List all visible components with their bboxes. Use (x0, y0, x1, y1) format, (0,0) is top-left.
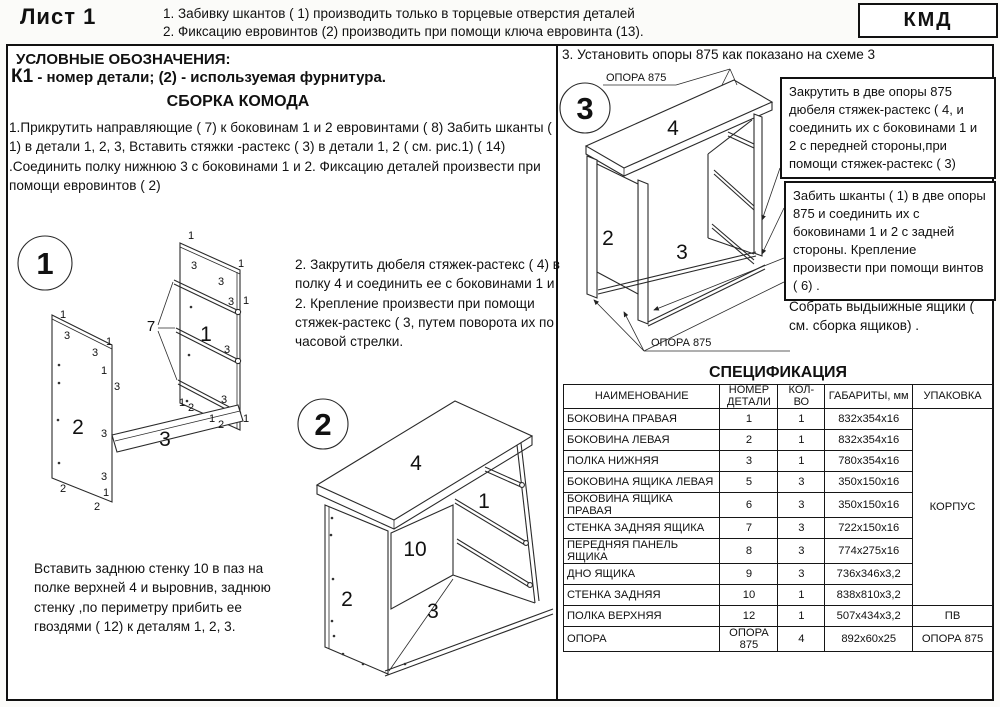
spec-cell: 832x354x16 (825, 430, 913, 451)
spec-header-cell: НАИМЕНОВАНИЕ (564, 385, 720, 409)
spec-cell: БОКОВИНА ЯЩИКА ПРАВАЯ (564, 493, 720, 518)
spec-table (563, 384, 993, 652)
legend-k1: К1 (11, 66, 34, 87)
back-panel-note: Вставить заднюю стенку 10 в паз на полке верхней 4 и выровнив, заднюю стенку ,по периметру прибить ее гвоздями ( 12) к деталям 1, 2, 3. (34, 561, 271, 634)
spec-cell: 4 (778, 627, 825, 652)
step1-text: 1.Прикрутить направляющие ( 7) к боковинам 1 и 2 евровинтами ( 8) Забить шканты ( 1) в детали 1, 2, 3, Вставить стяжки -растекс ( 3) в детали 1, 2 ( см. рис.1) ( 14) .Соединить полку нижнюю 3 с боковинами 1 и 2. Фиксацию деталей произвести при помощи евровинтов ( 2) (9, 120, 552, 193)
section-title: СБОРКА КОМОДА (166, 93, 310, 110)
diagram-number-label: 3 (100, 471, 108, 483)
diagram-number-label: 3 (676, 241, 688, 264)
spec-cell: 9 (720, 564, 778, 585)
spec-title: СПЕЦИФИКАЦИЯ (708, 364, 848, 381)
svg-text:ОПОРА 875: ОПОРА 875 (651, 337, 712, 349)
legend-text: - номер детали; (2) - используемая фурнитура. (33, 69, 386, 86)
spec-header-cell: НОМЕР ДЕТАЛИ (720, 385, 778, 409)
diagram-number-label: 2 (217, 419, 225, 431)
diagram-number-label: 1 (208, 413, 216, 425)
diagram-number-label: 3 (100, 428, 108, 440)
spec-cell: 722x150x16 (825, 518, 913, 539)
panel-4-top (317, 401, 532, 520)
spec-cell: СТЕНКА ЗАДНЯЯ (564, 585, 720, 606)
spec-header-row (564, 385, 993, 409)
diagram-number-label: 4 (410, 452, 422, 475)
spec-cell: БОКОВИНА ЛЕВАЯ (564, 430, 720, 451)
diagram-number-label: 2 (93, 501, 101, 513)
sheet-number: Лист 1 (20, 4, 97, 29)
legend-title: УСЛОВНЫЕ ОБОЗНАЧЕНИЯ: (16, 51, 231, 68)
spec-cell: 774x275x16 (825, 539, 913, 564)
spec-packaging-opora: ОПОРА 875 (913, 627, 993, 652)
diagram-number-label: 2 (602, 227, 614, 250)
diagram-number-label: 3 (217, 276, 225, 288)
diagram-number-label: 1 (478, 490, 490, 513)
diagram-number-label: 1 (242, 413, 250, 425)
diagram-number-label: 1 (178, 397, 186, 409)
spec-cell: 736x346x3,2 (825, 564, 913, 585)
spec-cell: 3 (778, 518, 825, 539)
diagram-number-label: 3 (220, 394, 228, 406)
header-note-2: 2. Фиксацию евровинтов (2) производить при помощи ключа евровинта (13). (163, 24, 644, 40)
diagram-number-label: 1 (187, 230, 195, 242)
table-row (564, 606, 993, 627)
spec-cell: ПОЛКА НИЖНЯЯ (564, 451, 720, 472)
diagram-number-label: 1 (200, 323, 212, 346)
callout-leader-lines (654, 168, 784, 310)
spec-cell: 892x60x25 (825, 627, 913, 652)
svg-text:ОПОРА 875: ОПОРА 875 (606, 72, 667, 84)
diagram-number-label: 10 (403, 538, 427, 561)
spec-cell: ОПОРА (564, 627, 720, 652)
spec-cell: 1 (778, 409, 825, 430)
table-row (564, 409, 993, 430)
spec-packaging-pv: ПВ (913, 606, 993, 627)
slide-callout-lines (158, 282, 177, 380)
callout-back-fixing: Забить шканты ( 1) в две опоры 875 и соединить их с боковинами 1 и 2 с задней стороны. Крепление произвести при помощи винтов ( 6) . (784, 181, 996, 301)
diagram-number-label: 7 (146, 318, 156, 335)
diagram-number-label: 3 (63, 330, 71, 342)
step3-text: 3. Установить опоры 875 как показано на схеме 3 (562, 47, 876, 62)
spec-cell: ПЕРЕДНЯЯ ПАНЕЛЬ ЯЩИКА (564, 539, 720, 564)
diagram-number-label: 3 (427, 600, 439, 623)
spec-cell: ДНО ЯЩИКА (564, 564, 720, 585)
spec-cell: 1 (778, 585, 825, 606)
drawer-slides (712, 132, 754, 264)
spec-cell: 3 (720, 451, 778, 472)
spec-cell: 3 (778, 539, 825, 564)
spec-cell: БОКОВИНА ЯЩИКА ЛЕВАЯ (564, 472, 720, 493)
diagram-number-label: 2 (187, 402, 195, 414)
spec-cell: 3 (778, 472, 825, 493)
diagram-number-label: 3 (113, 381, 121, 393)
spec-cell: 350x150x16 (825, 493, 913, 518)
diagram-number-label: 1 (242, 295, 250, 307)
legend-line (11, 66, 386, 88)
spec-cell: 5 (720, 472, 778, 493)
panel-2-left-side (325, 505, 388, 674)
spec-cell: 350x150x16 (825, 472, 913, 493)
drawers-note: Собрать выдыижные ящики ( см. сборка ящиков) . (789, 299, 975, 334)
step2-text: 2. Закрутить дюбеля стяжек-растекс ( 4) в полку 4 и соединить ее с боковинами 1 и 2. Крепление произвести при помощи стяжек-растекс ( 3, путем поворота их по часовой стрелки. (295, 257, 561, 350)
diagram-number-label: 3 (223, 344, 231, 356)
diagram-number-label: 2 (341, 588, 353, 611)
spec-packaging-korpus: КОРПУС (913, 409, 993, 606)
diagram-number-label: 1 (100, 365, 108, 377)
diagram-number-label: 2 (314, 407, 332, 442)
spec-header-cell: ГАБАРИТЫ, мм (825, 385, 913, 409)
spec-header-cell: КОЛ-ВО (778, 385, 825, 409)
opora-label-top (603, 69, 737, 85)
header-note-1: 1. Забивку шкантов ( 1) производить только в торцевые отверстия деталей (163, 6, 635, 21)
callout-front-fixing: Закрутить в две опоры 875 дюбеля стяжек-растекс ( 4, и соединить их с боковинами 1 и 2 с передней стороны,при помощи стяжек-растекс ( 3) (780, 77, 996, 179)
header-notes (163, 5, 644, 41)
spec-cell: 1 (778, 606, 825, 627)
spec-cell: ПОЛКА ВЕРХНЯЯ (564, 606, 720, 627)
diagram-number-label: 1 (59, 309, 67, 321)
diagram-number-label: 1 (36, 246, 54, 281)
spec-cell: 1 (720, 409, 778, 430)
spec-cell: БОКОВИНА ПРАВАЯ (564, 409, 720, 430)
spec-cell: СТЕНКА ЗАДНЯЯ ЯЩИКА (564, 518, 720, 539)
diagram-number-label: 1 (102, 487, 110, 499)
spec-header-cell: УПАКОВКА (913, 385, 993, 409)
assembly-diagram-1 (5, 215, 295, 515)
panel-1-right-side (708, 120, 754, 254)
spec-cell: 6 (720, 493, 778, 518)
spec-cell: 780x354x16 (825, 451, 913, 472)
spec-cell: 8 (720, 539, 778, 564)
spec-cell: 507x434x3,2 (825, 606, 913, 627)
spec-cell: 1 (778, 451, 825, 472)
diagram-number-label: 3 (227, 296, 235, 308)
spec-cell: 2 (720, 430, 778, 451)
diagram-number-label: 3 (159, 428, 171, 451)
doc-code-box: КМД (858, 3, 998, 38)
table-row (564, 627, 993, 652)
diagram-number-label: 1 (105, 336, 113, 348)
diagram-number-label: 4 (667, 117, 679, 140)
spec-cell: 838x810x3,2 (825, 585, 913, 606)
spec-cell: 1 (778, 430, 825, 451)
spec-cell: 7 (720, 518, 778, 539)
diagram-number-label: 3 (576, 91, 594, 126)
spec-cell: 12 (720, 606, 778, 627)
diagram-number-label: 2 (72, 416, 84, 439)
diagram-number-label: 3 (190, 260, 198, 272)
panel-4-top (586, 80, 772, 168)
diagram-number-label: 1 (237, 258, 245, 270)
diagram-number-label: 2 (59, 483, 67, 495)
spec-cell: 832x354x16 (825, 409, 913, 430)
spec-cell: ОПОРА 875 (720, 627, 778, 652)
spec-cell: 3 (778, 493, 825, 518)
spec-cell: 3 (778, 564, 825, 585)
assembly-diagram-2 (285, 383, 560, 695)
opora-label-bottom (594, 282, 790, 351)
diagram-number-label: 3 (91, 347, 99, 359)
spec-cell: 10 (720, 585, 778, 606)
